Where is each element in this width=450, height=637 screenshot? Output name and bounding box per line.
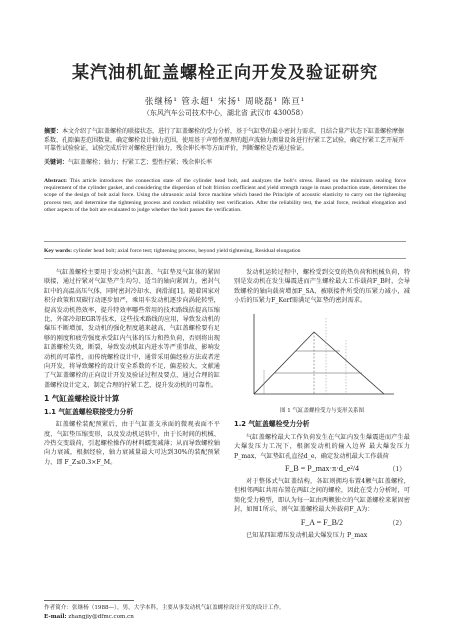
triangle-outline xyxy=(254,332,384,394)
abstract-en xyxy=(44,178,406,214)
right-paragraph-2: 气缸盖螺栓最大工作负荷发生在气缸内发生爆震进而产生最大爆发压力工况下，根据发动机的输入边界 最大爆发压力P_max，气缸垫缸孔直径d_e，确定发动机最大工作载荷 xyxy=(234,433,410,460)
paper-title: 某汽油机缸盖螺栓正向开发及验证研究 xyxy=(72,63,378,83)
keywords-cn-label: 关键词： xyxy=(44,159,69,166)
section-heading-1-1: 1.1 气缸盖螺栓联接受力分析 xyxy=(44,407,134,416)
keywords-en-label: Key words: xyxy=(44,248,72,254)
footnote-email xyxy=(44,614,406,620)
intro-paragraph: 气缸盖螺栓主要用于发动机气缸盖、气缸垫及气缸体的紧固联接，通过拧紧对气缸垫产生均匀、适当的轴向紧固力，密封气缸中的高温高压气体，同时密封冷却水、润滑油[1]。随着国家对积分政策和双碳行动逐步加严，乘用车发动机逐步向涡轮转型，提高发动机热效率，提升特效率哪些常用的技术路线括提高压缩比、外部冷却EGR等技术，这些技术路线的应用，导致发动机的爆压不断增加，发动机的强化程度越来越高，气缸盖螺栓要有足够的刚度和疲劳强度承受缸内气体的压力和热负荷，否则将出现缸盖螺栓失效，断裂，导致发动机缸内进水等严重事故，影响发动机的可靠性，而传统螺栓设计中，通常采用偏经验方法或者逆向开发，将导致螺栓的设计安全系数的不足，偏差较大，文献通了气缸盖螺栓的正向设计开发及验证过程及要点，通过合理的缸盖螺栓设计定义，制定合理的拧紧工艺，提升发动机的可靠性。 xyxy=(44,269,220,389)
abstract-en-text: This article introduces the connection state of the cylinder head bolt, and analyzes the bolt’s stress. Based on the minimum sealing force requirement of the cylinder gasket, and considering the dispersion of bolt friction coefficient and yield strength range in mass production state, determines the scope of the design of bolt axial force. Using the ultrasonic axial force machine which based the Principle of acoustic elasticity to carry out the tightening process test, and determine the tightening process and conduct reliability test verification. After the reliability test, the axial force, residual elongation and other aspects of the bolt are evaluated to judge whether the bolt passes the verification. xyxy=(44,178,406,213)
equation-2-number: （2） xyxy=(388,518,406,527)
abstract-cn-text: 本文介绍了气缸盖螺栓的联接状态，进行了缸盖螺栓的受力分析，基于气缸垫的最小密封力需求，且结合量产状态下缸盖螺栓摩擦系数、孔隙偏差范围数量，确定螺栓设计轴力范围，使用基于声弹性原理的超声波轴力测量设备进行拧紧工艺试验，确定拧紧工艺开展开可靠性试验验证，试验完成后针对螺栓进行轴力，残余伸长率等方面评价，判断螺栓是否通过验证。 xyxy=(44,128,405,153)
keyword-top-rule xyxy=(44,241,406,242)
left-column xyxy=(44,268,220,467)
email-address: zhangjiy@dfmc.com.cn xyxy=(68,614,134,620)
section-heading-1: 1 气缸盖螺栓设计计算 xyxy=(44,394,120,404)
abstract-cn xyxy=(44,128,406,154)
keywords-en-text: cylinder head bolt; axial force test; tightening process, beyond yield tightening, Residual elongation xyxy=(73,248,301,254)
author-list: 张继杨¹ 管永超¹ 宋扬¹ 周晓磊¹ 陈亘¹ xyxy=(144,97,306,107)
email-label: E-mail: xyxy=(44,614,67,620)
equation-2 xyxy=(234,515,410,531)
footnote-author: 作者简介：张继杨（1988—），男，大学本科，主要从事发动机气缸盖螺栓设计开发的设计工作。 xyxy=(44,605,285,611)
equation-2-body: F_A = F_B/2 xyxy=(300,517,344,527)
affiliation: （东风汽车公司技术中心，湖北省 武汉市 430058） xyxy=(142,109,308,117)
figure-caption: 图 1 气缸盖螺栓受力与变形关系图 xyxy=(280,408,364,415)
section-heading-1-2: 1.2 气缸盖螺栓受力分析 xyxy=(234,420,310,429)
bolt-force-diagram xyxy=(234,310,410,402)
keywords-en xyxy=(44,247,406,256)
keywords-cn xyxy=(44,159,406,168)
keyword-bottom-rule xyxy=(44,258,406,259)
equation-1-body: F_B = P_max·π·d_e²/4 xyxy=(284,464,360,474)
right-paragraph-4: 已知某四缸增压发动机最大爆发压力 P_max xyxy=(246,531,368,539)
right-paragraph-3: 对于整体式气缸盖结构，各缸则拥均布置4颗气缸盖螺栓，但相邻两缸共用布置在两缸之间的螺栓，因此在受力分析时，可简化受力模型，即认为每一缸由两颗独立的气缸盖螺栓来紧固密封，如图1所示，则气缸盖螺栓最大外载荷F_A为： xyxy=(234,478,410,514)
right-paragraph-1: 发动机运转过程中，螺栓受到交变的热负荷和机械负荷，特别是发动机在发生爆震进而产生螺栓最大工作载荷F_B时，会导致螺栓的轴向载荷增加F_SA，被联接件所受的压紧力减小，减小后的压紧力F_Kerf需满足气缸垫的密封需求。 xyxy=(234,269,410,305)
abstract-cn-label: 摘要： xyxy=(44,128,63,135)
equation-1-number: （1） xyxy=(388,465,406,474)
abstract-en-label: Abstract: xyxy=(44,178,68,184)
keywords-cn-text: 气缸盖螺栓；轴力；拧紧工艺；塑性拧紧；残余伸长率 xyxy=(68,159,213,166)
equation-1 xyxy=(234,461,410,477)
right-column xyxy=(234,268,410,540)
footnote-rule xyxy=(44,600,134,601)
section-1-1-paragraph: 缸盖螺栓装配预紧后，由于气缸盖支承面的微观表面不平度、气缸垫压缩变形，以及发动机运转中，由于长时间的机械、冷热交变载荷，引起螺栓操作的材料蠕变减薄；从而导致螺栓轴向力衰减，根据经验，轴力衰减量最大可达到30%的装配预紧力，即 F_Z≤0.3×F_M。 xyxy=(44,421,220,466)
